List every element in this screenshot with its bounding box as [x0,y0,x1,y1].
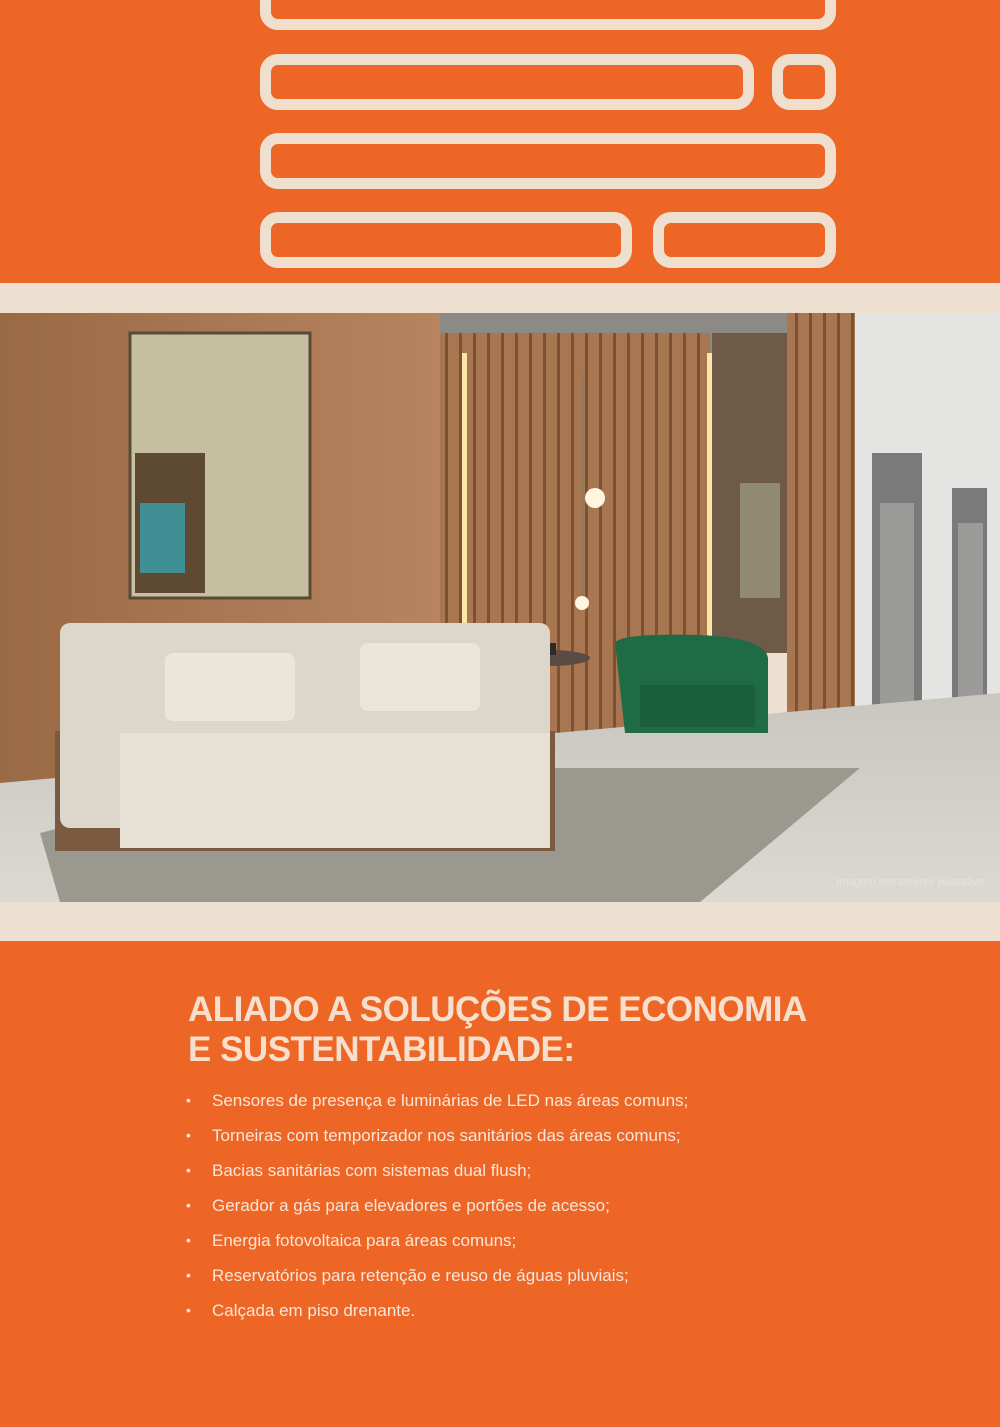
led-strip [707,353,712,653]
wood-column [787,313,855,763]
decorative-pill [260,54,754,110]
top-decorative-band [0,0,1000,283]
feature-text: Reservatórios para retenção e reuso de águas pluviais; [212,1266,629,1285]
pendant-bulb [585,488,605,508]
sofa-cushion [165,653,295,721]
feature-text: Sensores de presença e luminárias de LED nas áreas comuns; [212,1091,689,1110]
mirror-painting [740,483,780,598]
decorative-pill [653,212,836,268]
led-strip [462,353,467,653]
list-item [186,1118,886,1153]
lobby-photo [0,313,1000,902]
list-item [186,1083,886,1118]
bullet-icon: • [186,1092,191,1108]
lobby-illustration [0,313,1000,902]
decorative-pill [260,0,836,30]
bullet-icon: • [186,1197,191,1213]
photo-caption: Imagem meramente ilustrativa [836,876,984,888]
painting-detail [140,503,185,573]
feature-text: Bacias sanitárias com sistemas dual flush; [212,1161,532,1180]
bullet-icon: • [186,1162,191,1178]
armchair-seat [640,685,755,727]
decorative-pill [260,212,632,268]
feature-text: Torneiras com temporizador nos sanitários das áreas comuns; [212,1126,681,1145]
list-item [186,1223,886,1258]
bullet-icon: • [186,1127,191,1143]
elevator-door [958,523,983,698]
feature-text: Calçada em piso drenante. [212,1301,416,1320]
headline-line-2: E SUSTENTABILIDADE: [188,1030,575,1069]
decorative-pill [260,133,836,189]
sofa-seat [120,733,550,848]
elevator-door [880,503,914,728]
list-item [186,1258,886,1293]
decorative-pill [772,54,836,110]
feature-text: Energia fotovoltaica para áreas comuns; [212,1231,517,1250]
feature-text: Gerador a gás para elevadores e portões de acesso; [212,1196,610,1215]
bullet-icon: • [186,1232,191,1248]
pendant-bulb [575,596,589,610]
list-item [186,1188,886,1223]
sofa-cushion [360,643,480,711]
section-headline [188,990,888,1070]
features-list [186,1083,886,1328]
bullet-icon: • [186,1267,191,1283]
list-item [186,1153,886,1188]
list-item [186,1293,886,1328]
headline-line-1: ALIADO A SOLUÇÕES DE ECONOMIA [188,990,807,1029]
bullet-icon: • [186,1302,191,1318]
